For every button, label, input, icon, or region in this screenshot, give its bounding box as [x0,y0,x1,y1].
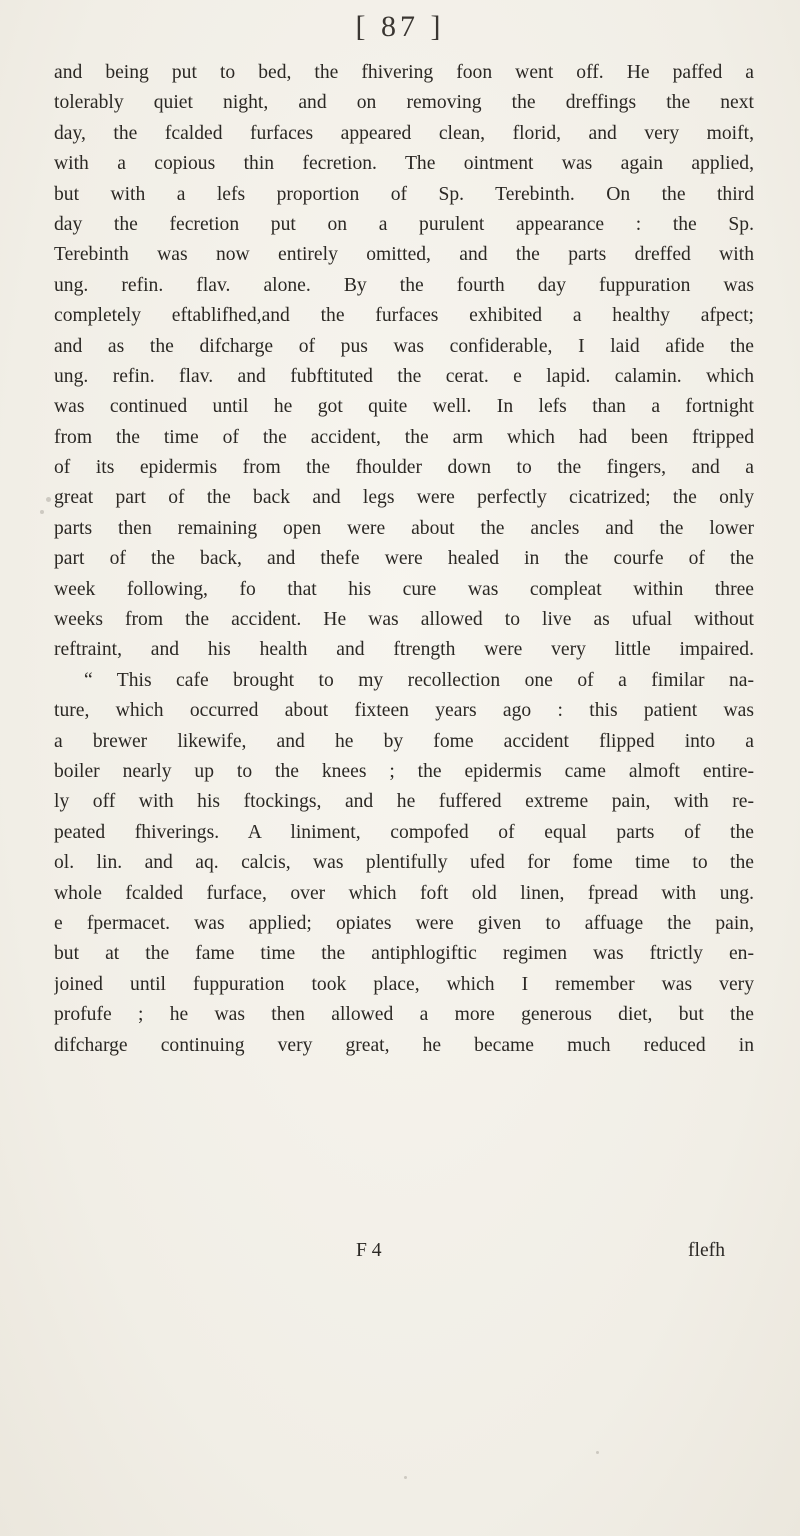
signature-mark: F 4 [356,1240,382,1261]
text-line: and being put to bed, the fhivering foon went off. He paffed a [54,62,754,83]
text-line: a brewer likewife, and he by fome accident flipped into a [54,730,754,752]
text-line: Terebinth was now entirely omitted, and the parts dreffed with [54,244,754,266]
text-line: ol. lin. and aq. calcis, was plentifully ufed for fome time to the [54,852,754,874]
text-line: completely eftablifhed,and the furfaces exhibited a healthy afpect; [54,305,754,327]
text-line: part of the back, and thefe were healed in the courfe of the [54,548,754,570]
text-line: whole fcalded furface, over which foft old linen, fpread with ung. [54,882,754,904]
text-line: tolerably quiet night, and on removing the dreffings the next [54,92,754,114]
paper-speck [596,1451,599,1454]
text-line: and as the difcharge of pus was confiderable, I laid afide the [54,335,754,357]
text-line: with a copious thin fecretion. The ointment was again applied, [54,153,754,175]
text-line-paragraph-start: “ This cafe brought to my recollection one of a fimilar na- [84,669,754,691]
text-line: e fpermacet. was applied; opiates were given to affuage the pain, [54,912,754,934]
text-line: joined until fuppuration took place, which I remember was very [54,973,754,995]
text-line: but with a lefs proportion of Sp. Terebinth. On the third [54,183,754,205]
text-line: day the fecretion put on a purulent appearance : the Sp. [54,213,754,235]
page-number-header: [ 87 ] [355,10,445,43]
body-text [54,58,754,1061]
text-line: of its epidermis from the fhoulder down to the fingers, and a [54,457,754,479]
text-line: ung. refin. flav. and fubftituted the cerat. e lapid. calamin. which [54,365,754,387]
page-footer [0,1240,800,1270]
text-line: ly off with his ftockings, and he fuffered extreme pain, with re- [54,791,754,813]
text-line: boiler nearly up to the knees ; the epidermis came almoft entire- [54,760,754,782]
text-line: ung. refin. flav. alone. By the fourth day fuppuration was [54,274,754,296]
paper-speck [404,1476,407,1479]
text-line: peated fhiverings. A liniment, compofed of equal parts of the [54,821,754,843]
paper-speck [46,497,51,502]
text-line: week following, fo that his cure was compleat within three [54,578,754,600]
text-line: from the time of the accident, the arm which had been ftripped [54,426,754,448]
text-line: reftraint, and his health and ftrength were very little impaired. [54,639,754,661]
text-line: parts then remaining open were about the ancles and the lower [54,517,754,539]
text-line: great part of the back and legs were perfectly cicatrized; the only [54,487,754,509]
text-line: ture, which occurred about fixteen years ago : this patient was [54,700,754,722]
text-line: weeks from the accident. He was allowed to live as ufual without [54,609,754,631]
text-line: difcharge continuing very great, he became much reduced in [54,1034,754,1056]
text-line: was continued until he got quite well. In lefs than a fortnight [54,396,754,418]
paper-speck [40,510,44,514]
catchword: flefh [688,1240,725,1261]
text-line: profufe ; he was then allowed a more generous diet, but the [54,1004,754,1026]
text-line: day, the fcalded furfaces appeared clean, florid, and very moift, [54,122,754,144]
text-line: but at the fame time the antiphlogiftic regimen was ftrictly en- [54,943,754,965]
